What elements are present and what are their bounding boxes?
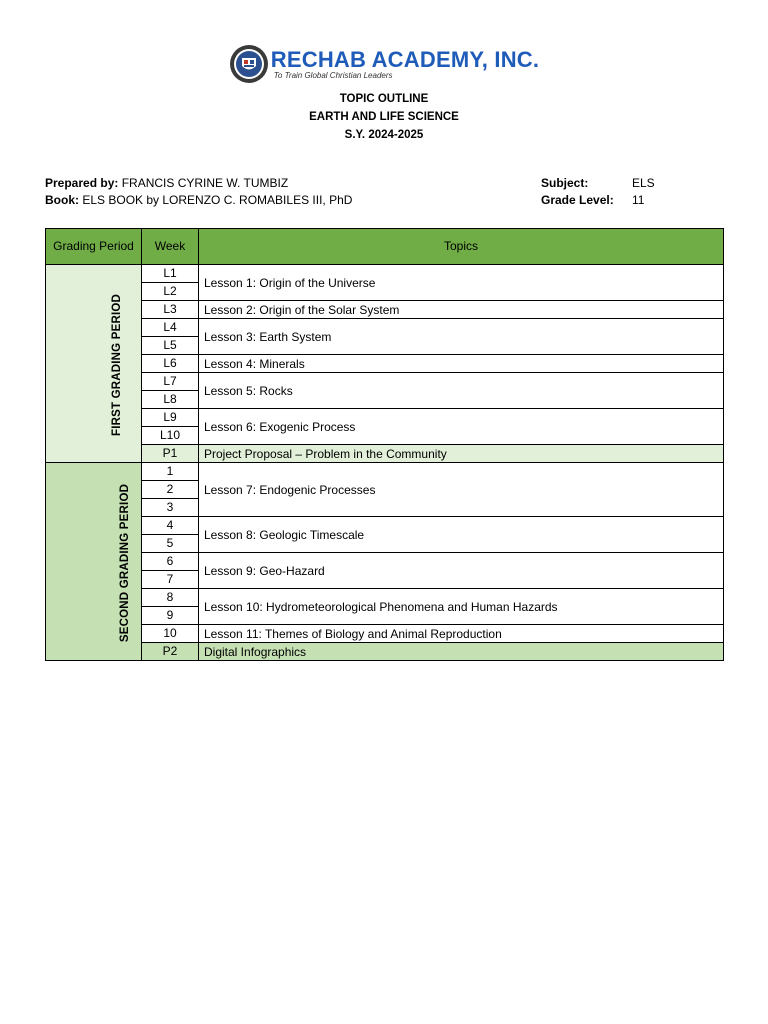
topic-cell: Lesson 1: Origin of the Universe — [199, 265, 724, 301]
first-grading-period-cell — [46, 265, 142, 463]
document-header — [0, 44, 768, 144]
week-cell: P1 — [142, 445, 199, 463]
week-cell: P2 — [142, 643, 199, 661]
col-grading-period: Grading Period — [46, 229, 142, 265]
week-cell: L8 — [142, 391, 199, 409]
table-row — [46, 373, 724, 391]
table-row — [46, 355, 724, 373]
second-grading-period-label: SECOND GRADING PERIOD — [119, 483, 132, 642]
prepared-by-value: FRANCIS CYRINE W. TUMBIZ — [121, 176, 289, 190]
book-line: Book: ELS BOOK by LORENZO C. ROMABILES III, PhD — [45, 193, 353, 207]
table-header-row — [46, 229, 724, 265]
topic-outline-table — [45, 228, 724, 661]
table-row — [46, 445, 724, 463]
week-cell: 5 — [142, 535, 199, 553]
week-cell: 7 — [142, 571, 199, 589]
week-cell: L7 — [142, 373, 199, 391]
table-row — [46, 409, 724, 427]
topic-cell: Lesson 4: Minerals — [199, 355, 724, 373]
topic-cell: Lesson 3: Earth System — [199, 319, 724, 355]
prepared-by-line: Prepared by: FRANCIS CYRINE W. TUMBIZ — [45, 176, 289, 190]
topic-cell: Lesson 8: Geologic Timescale — [199, 517, 724, 553]
table-row — [46, 265, 724, 283]
topic-cell: Lesson 11: Themes of Biology and Animal Reproduction — [199, 625, 724, 643]
week-cell: L10 — [142, 427, 199, 445]
doc-title: TOPIC OUTLINE — [339, 93, 429, 105]
week-cell: 10 — [142, 625, 199, 643]
week-cell: L9 — [142, 409, 199, 427]
table-row — [46, 553, 724, 571]
week-cell: 8 — [142, 589, 199, 607]
logo-row — [0, 44, 768, 84]
brand-tagline: To Train Global Christian Leaders — [273, 70, 393, 80]
topic-cell: Lesson 6: Exogenic Process — [199, 409, 724, 445]
brand-name: RECHAB ACADEMY, INC. — [270, 46, 540, 72]
school-seal-icon — [229, 44, 269, 84]
week-cell: 9 — [142, 607, 199, 625]
topic-cell: Lesson 5: Rocks — [199, 373, 724, 409]
week-cell: L3 — [142, 301, 199, 319]
table-row — [46, 463, 724, 481]
topic-cell: Lesson 10: Hydrometeorological Phenomena and Human Hazards — [199, 589, 724, 625]
school-year: S.Y. 2024-2025 — [344, 129, 424, 141]
week-cell: 6 — [142, 553, 199, 571]
grade-line: Grade Level: 11 — [541, 193, 645, 207]
week-cell: L6 — [142, 355, 199, 373]
project-topic-cell: Digital Infographics — [199, 643, 724, 661]
second-grading-period-cell — [46, 463, 142, 661]
week-cell: 1 — [142, 463, 199, 481]
col-topics: Topics — [199, 229, 724, 265]
table-row — [46, 643, 724, 661]
week-cell: 2 — [142, 481, 199, 499]
table-row — [46, 625, 724, 643]
week-cell: L2 — [142, 283, 199, 301]
topic-cell: Lesson 7: Endogenic Processes — [199, 463, 724, 517]
topic-cell: Lesson 2: Origin of the Solar System — [199, 301, 724, 319]
week-cell: L4 — [142, 319, 199, 337]
topic-cell: Lesson 9: Geo-Hazard — [199, 553, 724, 589]
subject-value: ELS — [632, 176, 655, 190]
project-topic-cell: Project Proposal – Problem in the Community — [199, 445, 724, 463]
doc-subject-title: EARTH AND LIFE SCIENCE — [309, 111, 459, 123]
week-cell: L1 — [142, 265, 199, 283]
subject-line: Subject: ELS — [541, 176, 655, 190]
week-cell: 4 — [142, 517, 199, 535]
table-row — [46, 301, 724, 319]
week-cell: 3 — [142, 499, 199, 517]
week-cell: L5 — [142, 337, 199, 355]
first-grading-period-label: FIRST GRADING PERIOD — [111, 293, 124, 436]
table-row — [46, 589, 724, 607]
col-week: Week — [142, 229, 199, 265]
table-row — [46, 319, 724, 337]
book-value: ELS BOOK by LORENZO C. ROMABILES III, PhD — [82, 193, 353, 207]
table-row — [46, 517, 724, 535]
grade-value: 11 — [632, 193, 645, 207]
